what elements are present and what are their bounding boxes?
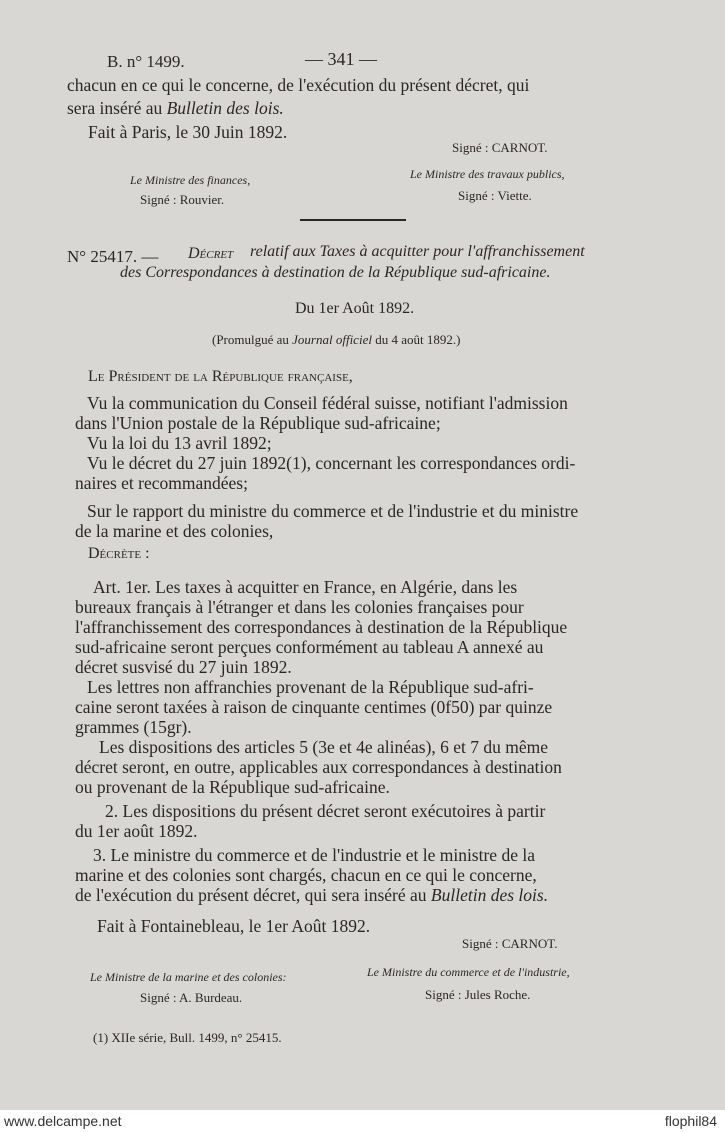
visa-line: de la marine et des colonies, <box>75 521 274 541</box>
decree-minister-right-signature: Signé : Jules Roche. <box>425 987 531 1002</box>
article-line: décret susvisé du 27 juin 1892. <box>75 657 292 677</box>
article-line: Les dispositions des articles 5 (3e et 4e alinéas), 6 et 7 du même <box>99 737 549 757</box>
previous-decree-line-1: chacun en ce qui le concerne, de l'exécution du présent décret, qui <box>67 75 530 95</box>
article-line: 2. Les dispositions du présent décret seront exécutoires à partir <box>105 801 546 821</box>
article-line: ou provenant de la République sud-africaine. <box>75 777 390 797</box>
watermark-user: flophil84 <box>664 1113 717 1129</box>
bulletin-reference: B. n° 1499. <box>107 52 185 71</box>
article-line: décret seront, en outre, applicables aux correspondances à destination <box>75 757 562 777</box>
decree-president-signature: Signé : CARNOT. <box>462 936 558 951</box>
article-line: caine seront taxées à raison de cinquante centimes (0f50) par quinze <box>75 697 553 717</box>
decree-minister-right-title: Le Ministre du commerce et de l'industrie, <box>367 965 570 979</box>
previous-president-signature: Signé : CARNOT. <box>452 140 548 155</box>
decree-minister-left-title: Le Ministre de la marine et des colonies: <box>90 970 287 984</box>
previous-minister-left-title: Le Ministre des finances, <box>130 173 251 187</box>
watermark-bar <box>0 1110 725 1132</box>
article-line: du 1er août 1892. <box>75 821 198 841</box>
visa-line: Vu la communication du Conseil fédéral suisse, notifiant l'admission <box>87 393 568 413</box>
previous-decree-line-2: sera inséré au Bulletin des lois. <box>67 98 284 118</box>
visas-block <box>75 393 645 541</box>
article-line: bureaux français à l'étranger et dans les colonies françaises pour <box>75 597 524 617</box>
article-line: marine et des colonies sont chargés, chacun en ce qui le concerne, <box>75 865 537 885</box>
decree-title-word: Décret <box>188 245 234 262</box>
article-line: l'affranchissement des correspondances à destination de la République <box>75 617 568 637</box>
previous-minister-right-title: Le Ministre des travaux publics, <box>410 167 565 181</box>
page-number: — 341 — <box>305 49 377 69</box>
visa-line: Vu la loi du 13 avril 1892; <box>87 433 272 453</box>
decree-title-line-1: relatif aux Taxes à acquitter pour l'affranchissement <box>250 243 585 260</box>
article-line: grammes (15gr). <box>75 717 192 737</box>
previous-place-date: Fait à Paris, le 30 Juin 1892. <box>88 122 288 142</box>
article-line: de l'exécution du présent décret, qui sera inséré au Bulletin des lois. <box>75 885 549 905</box>
visa-line: naires et recommandées; <box>75 473 248 493</box>
visa-line: Sur le rapport du ministre du commerce et de l'industrie et du ministre <box>87 501 579 521</box>
decree-place-date: Fait à Fontainebleau, le 1er Août 1892. <box>97 916 371 936</box>
visa-line: dans l'Union postale de la République sud-africaine; <box>75 413 441 433</box>
decrete-heading: Décrète : <box>88 545 150 562</box>
articles-block <box>75 577 645 905</box>
article-line: sud-africaine seront perçues conformément au tableau A annexé au <box>75 637 544 657</box>
decree-minister-left-signature: Signé : A. Burdeau. <box>140 990 243 1005</box>
decree-title-line-2: des Correspondances à destination de la République sud-africaine. <box>120 264 551 281</box>
decree-number: N° 25417. — <box>67 247 159 266</box>
article-line: Art. 1er. Les taxes à acquitter en France, en Algérie, dans les <box>93 577 518 597</box>
footnote: (1) XIIe série, Bull. 1499, n° 25415. <box>93 1030 282 1045</box>
visa-line: Vu le décret du 27 juin 1892(1), concernant les correspondances ordi- <box>87 453 576 473</box>
previous-minister-left-signature: Signé : Rouvier. <box>140 192 225 207</box>
promulgation-note: (Promulgué au Journal officiel du 4 août 1892.) <box>212 332 461 347</box>
article-line: 3. Le ministre du commerce et de l'industrie et le ministre de la <box>93 845 535 865</box>
separator-rule <box>300 219 406 221</box>
decree-date: Du 1er Août 1892. <box>295 300 415 317</box>
article-line: Les lettres non affranchies provenant de la République sud-afri- <box>87 677 534 697</box>
president-heading: Le Président de la République française, <box>88 368 353 385</box>
previous-minister-right-signature: Signé : Viette. <box>458 188 532 203</box>
watermark-site: www.delcampe.net <box>4 1113 122 1129</box>
